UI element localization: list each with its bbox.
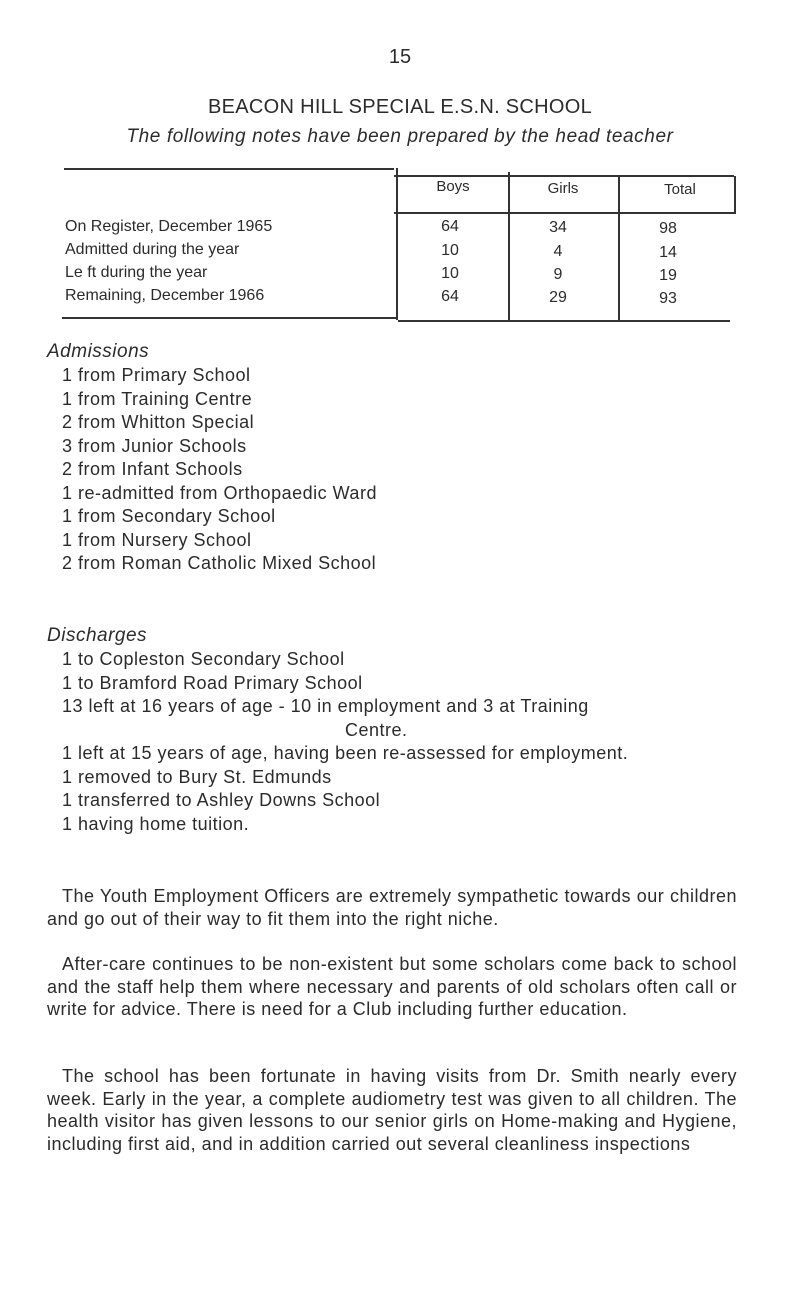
- page-subtitle: The following notes have been prepared by the head teacher: [126, 126, 674, 147]
- list-item: 1 transferred to Ashley Downs School: [62, 790, 381, 810]
- cell-total: 98: [659, 220, 677, 237]
- cell-total: 93: [659, 290, 677, 307]
- list-item: 1 from Training Centre: [62, 388, 253, 409]
- table-rule-header: [394, 212, 736, 214]
- enrolment-table: [62, 168, 736, 318]
- admissions-heading: Admissions: [47, 341, 150, 362]
- list-item: 13 left at 16 years of age - 10 in employment and 3 at Training: [62, 696, 589, 716]
- list-item: 2 from Whitton Special: [62, 412, 255, 432]
- list-item: 2 from Roman Catholic Mixed School: [62, 553, 377, 573]
- list-item-continuation: Centre.: [345, 719, 408, 740]
- admissions-list: [47, 364, 767, 576]
- list-item: 1 from Primary School: [62, 365, 251, 385]
- list-item: 1 from Secondary School: [62, 506, 276, 526]
- list-item: 1 having home tuition.: [62, 813, 250, 834]
- cell-girls: 29: [549, 289, 567, 306]
- row-label: On Register, December 1965: [65, 218, 273, 235]
- table-rule-bottom-right: [398, 320, 730, 322]
- cell-boys: 64: [441, 288, 459, 305]
- table-rule-bottom-left: [62, 317, 398, 319]
- cell-boys: 10: [441, 242, 459, 259]
- header-total: Total: [664, 181, 696, 198]
- discharges-heading: Discharges: [47, 625, 148, 646]
- cell-girls: 34: [549, 219, 567, 236]
- table-rule-top-left: [64, 168, 394, 170]
- header-boys: Boys: [436, 178, 470, 195]
- cell-boys: 10: [441, 265, 459, 282]
- page-number: 15: [388, 46, 412, 68]
- list-item: 1 removed to Bury St. Edmunds: [62, 766, 332, 787]
- table-rule-col-2: [508, 172, 510, 320]
- list-item: 1 to Bramford Road Primary School: [62, 672, 363, 693]
- cell-total: 14: [659, 244, 677, 261]
- discharges-list: [47, 648, 767, 836]
- table-rule-col-3: [618, 176, 620, 320]
- row-label: Le ft during the year: [65, 264, 208, 281]
- table-rule-col-4: [734, 176, 736, 212]
- paragraph-youth-employment: The Youth Employment Officers are extremely sympathetic towards our children and go out of their way to fit them into the right niche.: [47, 886, 737, 929]
- list-item: 2 from Infant Schools: [62, 459, 243, 479]
- cell-girls: 9: [553, 266, 563, 283]
- header-girls: Girls: [547, 180, 579, 197]
- cell-girls: 4: [553, 243, 563, 260]
- cell-total: 19: [659, 267, 677, 284]
- discharges-section: [47, 624, 767, 836]
- cell-boys: 64: [441, 218, 459, 235]
- paragraph-health-visits: The school has been fortunate in having visits from Dr. Smith nearly every week. Early in the year, a complete audiometry test was given to all children. The health visitor has given lessons to our senior girls on Home-making and Hygiene, including first aid, and in addition carried out several cleanliness inspections: [47, 1066, 737, 1154]
- list-item: 1 to Copleston Secondary School: [62, 649, 345, 669]
- page-title: BEACON HILL SPECIAL E.S.N. SCHOOL: [207, 96, 593, 118]
- list-item: 1 re-admitted from Orthopaedic Ward: [62, 482, 377, 503]
- paragraph-after-care: After-care continues to be non-existent but some scholars come back to school and the staff help them where necessary and parents of old scholars often call or write for advice. There is need for a Club including further education.: [47, 954, 737, 1019]
- row-label: Admitted during the year: [65, 241, 240, 258]
- row-label: Remaining, December 1966: [65, 287, 265, 304]
- table-rule-col-1: [396, 168, 398, 320]
- list-item: 1 left at 15 years of age, having been re-assessed for employment.: [62, 743, 629, 763]
- list-item: 3 from Junior Schools: [62, 435, 247, 456]
- list-item: 1 from Nursery School: [62, 529, 252, 550]
- table-rule-top-right: [394, 175, 734, 177]
- admissions-section: [47, 340, 767, 576]
